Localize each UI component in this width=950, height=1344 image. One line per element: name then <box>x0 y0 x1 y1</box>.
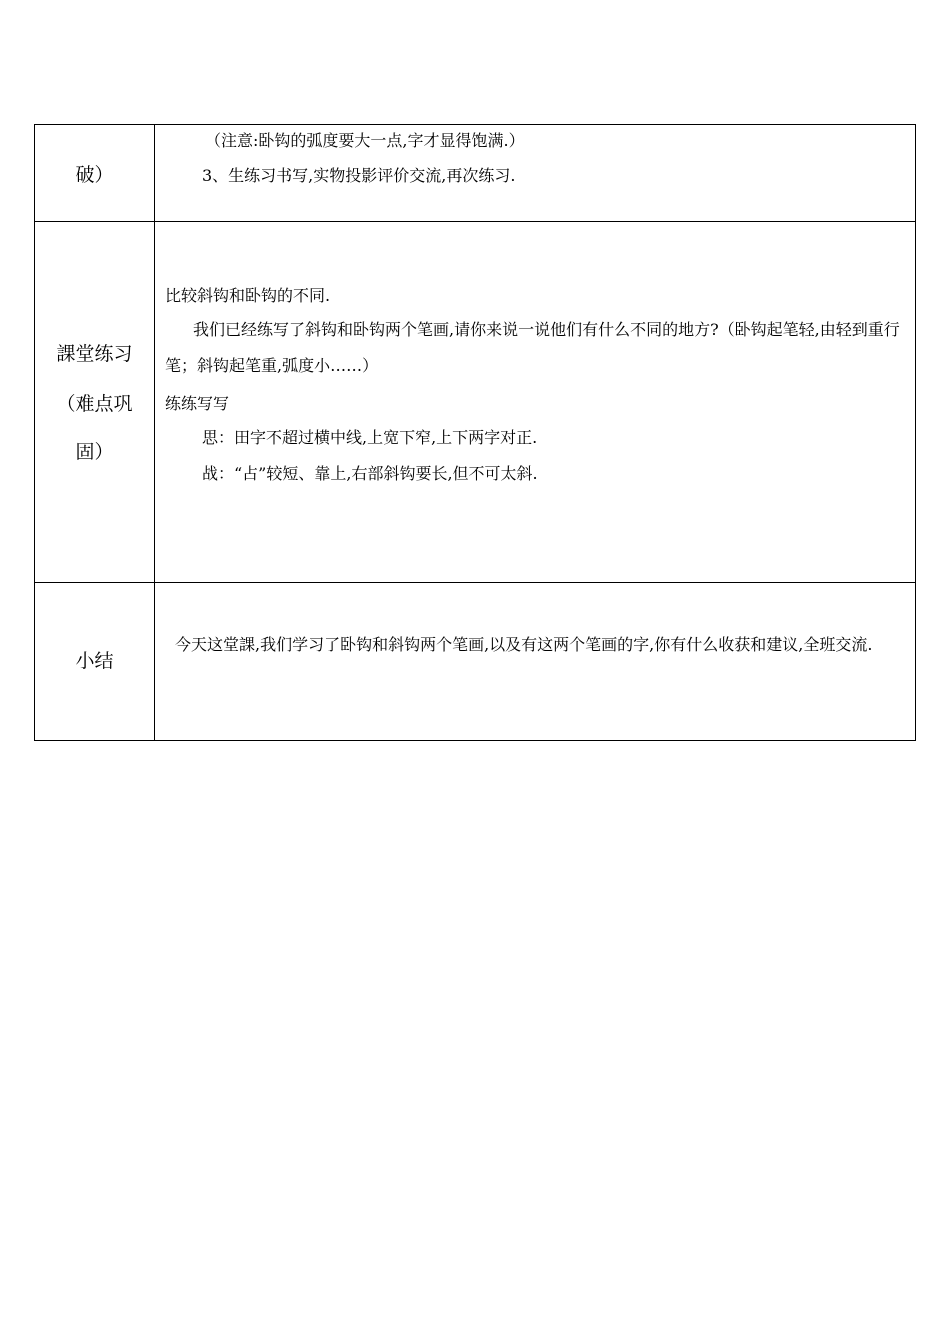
note-text: （注意:卧钩的弧度要大一点,字才显得饱满.） <box>205 131 525 150</box>
summary-text: 今天这堂課,我们学习了卧钩和斜钩两个笔画,以及有这两个笔画的字,你有什么收获和建议,全班交流. <box>175 635 873 654</box>
step-text: 3、生练习书写,实物投影评价交流,再次练习. <box>202 166 516 185</box>
lesson-plan-table <box>34 124 916 741</box>
row-content-cell <box>155 125 916 222</box>
paragraph-text: 我们已经练写了斜钩和卧钩两个笔画,请你来说一说他们有什么不同的地方?（卧钩起笔轻,由轻到重行笔；斜钩起笔重,弧度小……） <box>165 320 900 375</box>
paragraph-text: 练练写写 <box>165 394 230 413</box>
paragraph-text: 思：田字不超过横中线,上宽下窄,上下两字对正. <box>202 428 538 447</box>
row-label-line: 小结 <box>75 650 114 672</box>
row-label-cell <box>35 583 155 741</box>
paragraph-text: 战：“占”较短、靠上,右部斜钩要长,但不可太斜. <box>202 464 538 483</box>
row-label-cell <box>35 222 155 583</box>
row-label-line: 破） <box>75 164 114 186</box>
row-label-line: 課堂练习 <box>56 343 133 365</box>
table-row <box>35 222 916 583</box>
row-label-line: 固） <box>75 441 114 463</box>
paragraph-text: 比较斜钩和卧钩的不同. <box>165 286 331 305</box>
table-row <box>35 125 916 222</box>
table-row <box>35 583 916 741</box>
row-content-cell <box>155 222 916 583</box>
row-content-cell <box>155 583 916 741</box>
row-label-cell <box>35 125 155 222</box>
row-label-line: （难点巩 <box>56 393 133 415</box>
